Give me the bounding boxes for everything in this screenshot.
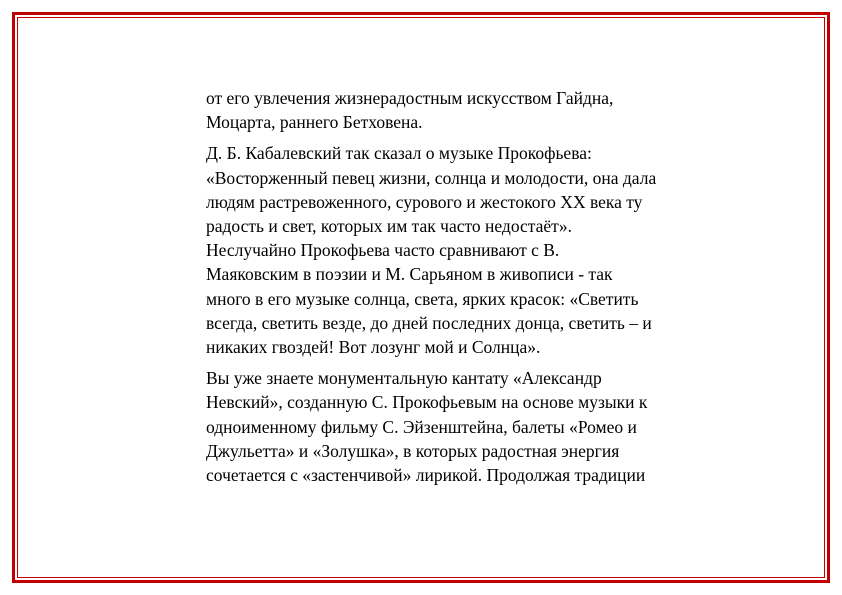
text-line: людям растревоженного, сурового и жестокого XX века ту <box>206 191 643 212</box>
paragraph-3 <box>206 366 726 487</box>
document-body <box>206 86 726 494</box>
text-line: Неслучайно Прокофьева часто сравнивают с В. <box>206 240 560 261</box>
text-line: Д. Б. Кабалевский так сказал о музыке Прокофьева: <box>206 143 592 164</box>
text-line: никаких гвоздей! Вот лозунг мой и Солнца». <box>206 337 541 358</box>
text-line: Вы уже знаете монументальную кантату «Александр <box>206 368 602 389</box>
text-line: от его увлечения жизнерадостным искусством Гайдна, <box>206 88 614 108</box>
text-line: одноименному фильму С. Эйзенштейна, балеты «Ромео и <box>206 416 637 437</box>
text-line: сочетается с «застенчивой» лирикой. Продолжая традиции <box>206 465 646 486</box>
text-line: радость и свет, которых им так часто недостаёт». <box>206 216 572 237</box>
text-line: Невский», созданную С. Прокофьевым на основе музыки к <box>206 392 648 413</box>
text-line: Джульетта» и «Золушка», в которых радостная энергия <box>206 440 620 461</box>
text-line: «Восторженный певец жизни, солнца и молодости, она дала <box>206 167 657 188</box>
text-line: много в его музыке солнца, света, ярких красок: «Светить <box>206 288 639 309</box>
paragraph-2 <box>206 141 726 359</box>
text-line: Моцарта, раннего Бетховена. <box>206 112 423 133</box>
text-line: всегда, светить везде, до дней последних донца, светить – и <box>206 312 652 333</box>
paragraph-1 <box>206 86 726 134</box>
text-line: Маяковским в поэзии и М. Сарьяном в живописи - так <box>206 264 613 285</box>
